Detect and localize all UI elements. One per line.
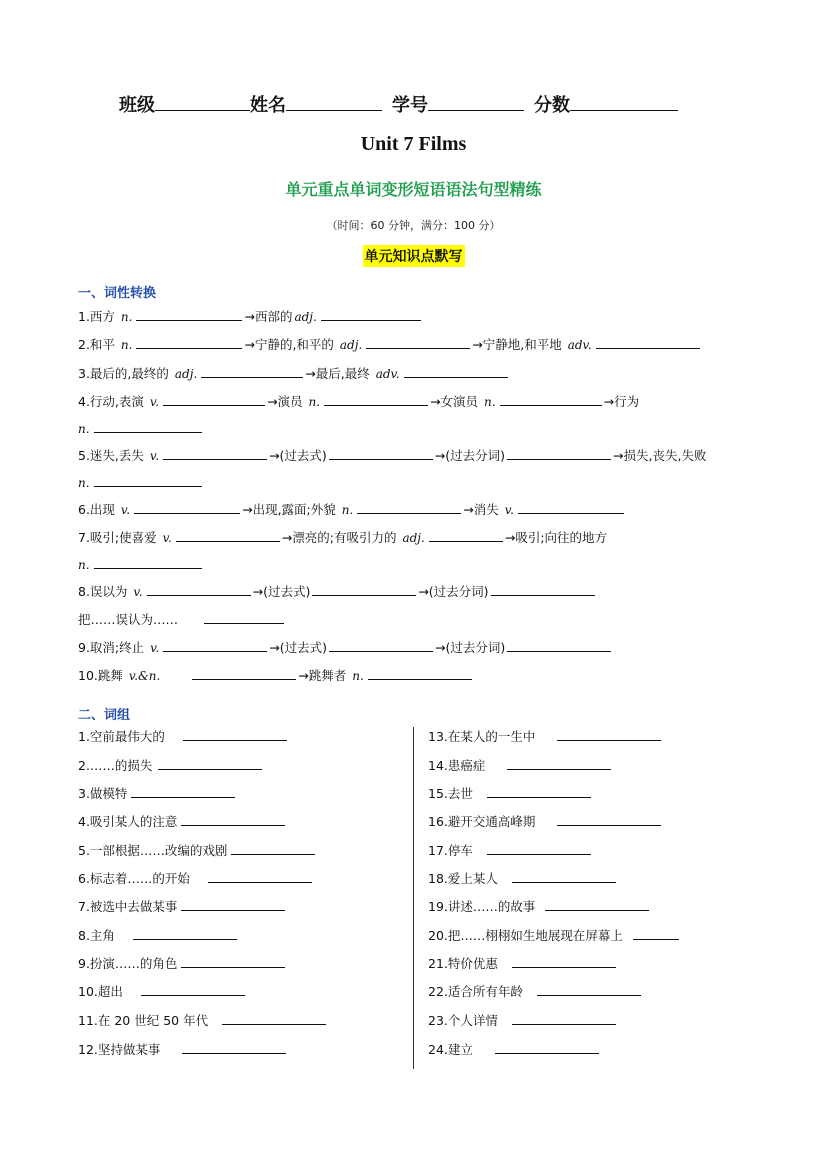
pos-label: adj. [294, 310, 317, 324]
pos-label: v. [120, 503, 131, 517]
phrase-item [428, 1040, 601, 1059]
item-1-text: 1.西方 [78, 309, 115, 324]
section-title-wrap [0, 245, 827, 267]
phrase-item [78, 1011, 328, 1030]
item-10-text: 10.跳舞 [78, 668, 123, 683]
answer-blank[interactable] [94, 419, 202, 433]
pos-label: v. [162, 531, 172, 545]
pos-label: adj. [402, 531, 425, 545]
item-5-text: 5.迷失,丢失 [78, 448, 144, 463]
item-2 [78, 335, 702, 354]
item-3-derived: →最后,最终 [305, 366, 370, 381]
answer-blank[interactable] [429, 528, 503, 542]
item-5-pp: →(过去分词) [434, 448, 506, 463]
item-7-derived: →漂亮的;有吸引力的 [281, 530, 397, 545]
time-info: （时间：60 分钟，满分：100 分） [326, 219, 501, 232]
pos-label: n. [120, 310, 133, 324]
phrase-text: 22.适合所有年龄 [428, 984, 523, 999]
phrase-item [428, 954, 618, 973]
item-5-derived: →损失,丧失,失败 [613, 448, 707, 463]
phrase-item [428, 812, 663, 831]
pos-label: n. [341, 503, 354, 517]
phrase-text: 18.爱上某人 [428, 871, 498, 886]
student-info-header [119, 91, 678, 117]
answer-blank[interactable] [181, 954, 285, 968]
phrase-item [428, 982, 643, 1001]
answer-blank[interactable] [491, 582, 595, 596]
answer-blank[interactable] [512, 954, 616, 968]
answer-blank[interactable] [495, 1040, 599, 1054]
item-8-text: 8.误以为 [78, 584, 128, 599]
phrase-item [428, 897, 651, 916]
answer-blank[interactable] [507, 756, 611, 770]
answer-blank[interactable] [192, 666, 296, 680]
phrase-item [428, 784, 593, 803]
phrase-item [428, 926, 681, 945]
answer-blank[interactable] [357, 500, 461, 514]
item-6-derived-2: →消失 [463, 502, 499, 517]
item-2-text: 2.和平 [78, 337, 115, 352]
phrase-text: 9.扮演……的角色 [78, 956, 178, 971]
part1-heading: 一、词性转换 [78, 286, 157, 301]
student-no-label: 学号 [392, 95, 428, 116]
answer-blank[interactable] [136, 335, 242, 349]
phrase-item [428, 727, 663, 746]
answer-blank[interactable] [131, 784, 235, 798]
item-8-phrase [78, 610, 286, 629]
answer-blank[interactable] [163, 392, 265, 406]
item-9-pp: →(过去分词) [435, 640, 506, 655]
item-9-text: 9.取消;终止 [78, 640, 145, 655]
answer-blank[interactable] [512, 869, 616, 883]
score-field[interactable] [570, 94, 678, 111]
item-3-text: 3.最后的,最终的 [78, 366, 169, 381]
answer-blank[interactable] [182, 1040, 286, 1054]
pos-label: v. [149, 449, 160, 463]
phrase-text: 13.在某人的一生中 [428, 729, 536, 744]
pos-label: n. [78, 558, 90, 572]
item-8-phrase-text: 把……误认为…… [78, 612, 179, 627]
answer-blank[interactable] [181, 897, 285, 911]
pos-label: adj. [339, 338, 363, 352]
phrase-text: 6.标志着……的开始 [78, 871, 190, 886]
answer-blank[interactable] [147, 582, 251, 596]
answer-blank[interactable] [231, 841, 315, 855]
item-7-continuation [78, 555, 204, 574]
pos-label: v. [133, 585, 143, 599]
phrase-text: 21.特价优惠 [428, 956, 498, 971]
answer-blank[interactable] [366, 335, 470, 349]
answer-blank[interactable] [557, 727, 661, 741]
section-title: 单元知识点默写 [363, 245, 465, 267]
answer-blank[interactable] [181, 812, 285, 826]
phrase-item [78, 954, 287, 973]
item-1 [78, 307, 423, 326]
phrase-text: 19.讲述……的故事 [428, 899, 536, 914]
item-4 [78, 392, 639, 411]
answer-blank[interactable] [518, 500, 624, 514]
answer-blank[interactable] [324, 392, 428, 406]
item-7-derived-2: →吸引;向往的地方 [504, 530, 608, 545]
item-4-derived-2: →女演员 [430, 394, 479, 409]
pos-label: n. [484, 395, 496, 409]
item-10 [78, 666, 474, 685]
phrase-text: 7.被选中去做某事 [78, 899, 178, 914]
pos-label: n. [308, 395, 321, 409]
item-8-pp: →(过去分词) [418, 584, 489, 599]
phrase-item [78, 869, 314, 888]
answer-blank[interactable] [329, 638, 433, 652]
item-9-past: →(过去式) [269, 640, 328, 655]
name-label: 姓名 [250, 95, 286, 116]
phrase-text: 3.做模特 [78, 786, 128, 801]
pos-label: n. [120, 338, 133, 352]
answer-blank[interactable] [487, 841, 591, 855]
pos-label: n. [78, 422, 90, 436]
answer-blank[interactable] [512, 1011, 616, 1025]
phrase-text: 16.避开交通高峰期 [428, 814, 536, 829]
item-5-past: →(过去式) [269, 448, 327, 463]
item-8 [78, 582, 597, 601]
answer-blank[interactable] [487, 784, 591, 798]
item-2-derived-2: →宁静地,和平地 [472, 337, 562, 352]
item-6-text: 6.出现 [78, 502, 115, 517]
item-6-derived: →出现,露面;外貌 [242, 502, 336, 517]
phrase-item [78, 812, 287, 831]
pos-label: v. [149, 395, 160, 409]
answer-blank[interactable] [222, 1011, 326, 1025]
phrase-item [78, 982, 247, 1001]
answer-blank[interactable] [557, 812, 661, 826]
phrase-item [78, 756, 264, 775]
phrase-text: 10.超出 [78, 984, 123, 999]
item-2-derived: →宁静的,和平的 [244, 337, 334, 352]
answer-blank[interactable] [134, 500, 240, 514]
class-field[interactable] [155, 94, 250, 111]
phrase-item [78, 1040, 288, 1059]
answer-blank[interactable] [201, 364, 303, 378]
answer-blank[interactable] [633, 926, 679, 940]
name-field[interactable] [286, 94, 382, 111]
phrase-text: 20.把……栩栩如生地展现在屏幕上 [428, 928, 623, 943]
column-divider [413, 727, 414, 1069]
answer-blank[interactable] [500, 392, 602, 406]
item-9 [78, 638, 613, 657]
phrase-text: 4.吸引某人的注意 [78, 814, 178, 829]
phrase-text: 14.患癌症 [428, 758, 486, 773]
answer-blank[interactable] [404, 364, 508, 378]
answer-blank[interactable] [321, 307, 421, 321]
score-label: 分数 [534, 95, 570, 116]
page-title: Unit 7 Films [360, 133, 467, 155]
phrase-item [428, 869, 618, 888]
phrase-text: 5.一部根据……改编的戏剧 [78, 843, 228, 858]
pos-label: v. [150, 641, 160, 655]
item-8-past: →(过去式) [252, 584, 311, 599]
phrase-item [78, 897, 287, 916]
pos-label: v.&n. [128, 669, 161, 683]
answer-blank[interactable] [312, 582, 416, 596]
item-7-text: 7.吸引;使喜爱 [78, 530, 157, 545]
phrase-text: 23.个人详情 [428, 1013, 498, 1028]
phrase-text: 8.主角 [78, 928, 115, 943]
item-4-text: 4.行动,表演 [78, 394, 144, 409]
answer-blank[interactable] [94, 555, 202, 569]
class-label: 班级 [119, 95, 155, 116]
phrase-item [78, 784, 237, 803]
pos-label: v. [504, 503, 514, 517]
phrase-text: 2.……的损失 [78, 758, 153, 773]
answer-blank[interactable] [208, 869, 312, 883]
answer-blank[interactable] [507, 446, 611, 460]
item-1-derived: →西部的 [244, 309, 293, 324]
answer-blank[interactable] [596, 335, 700, 349]
answer-blank[interactable] [136, 307, 242, 321]
answer-blank[interactable] [537, 982, 641, 996]
item-4-derived: →演员 [267, 394, 303, 409]
answer-blank[interactable] [368, 666, 472, 680]
item-4-continuation [78, 419, 204, 438]
answer-blank[interactable] [158, 756, 262, 770]
phrase-text: 15.去世 [428, 786, 473, 801]
item-5 [78, 446, 706, 465]
phrase-item [428, 1011, 618, 1030]
phrase-item [428, 841, 593, 860]
phrase-text: 24.建立 [428, 1042, 473, 1057]
phrase-text: 11.在 20 世纪 50 年代 [78, 1013, 209, 1028]
answer-blank[interactable] [163, 638, 267, 652]
answer-blank[interactable] [183, 727, 287, 741]
phrase-text: 12.坚持做某事 [78, 1042, 161, 1057]
answer-blank[interactable] [94, 473, 202, 487]
answer-blank[interactable] [141, 982, 245, 996]
pos-label: n. [78, 476, 90, 490]
item-3 [78, 364, 510, 383]
pos-label: n. [352, 669, 364, 683]
item-7 [78, 528, 607, 547]
answer-blank[interactable] [163, 446, 267, 460]
phrase-text: 1.空前最伟大的 [78, 729, 165, 744]
item-10-derived: →跳舞者 [298, 668, 347, 683]
answer-blank[interactable] [507, 638, 611, 652]
pos-label: adj. [174, 367, 198, 381]
phrase-item [78, 926, 239, 945]
item-5-continuation [78, 473, 204, 492]
page-subtitle: 单元重点单词变形短语语法句型精练 [285, 180, 542, 199]
answer-blank[interactable] [133, 926, 237, 940]
phrase-item [78, 841, 317, 860]
pos-label: adv. [567, 338, 592, 352]
pos-label: adv. [375, 367, 400, 381]
part2-heading: 二、词组 [78, 708, 131, 723]
item-4-derived-3: →行为 [603, 394, 640, 409]
phrase-item [428, 756, 613, 775]
phrase-item [78, 727, 289, 746]
answer-blank[interactable] [176, 528, 280, 542]
student-no-field[interactable] [428, 94, 524, 111]
answer-blank[interactable] [329, 446, 433, 460]
answer-blank[interactable] [204, 610, 284, 624]
item-6 [78, 500, 626, 519]
phrase-text: 17.停车 [428, 843, 473, 858]
answer-blank[interactable] [545, 897, 649, 911]
